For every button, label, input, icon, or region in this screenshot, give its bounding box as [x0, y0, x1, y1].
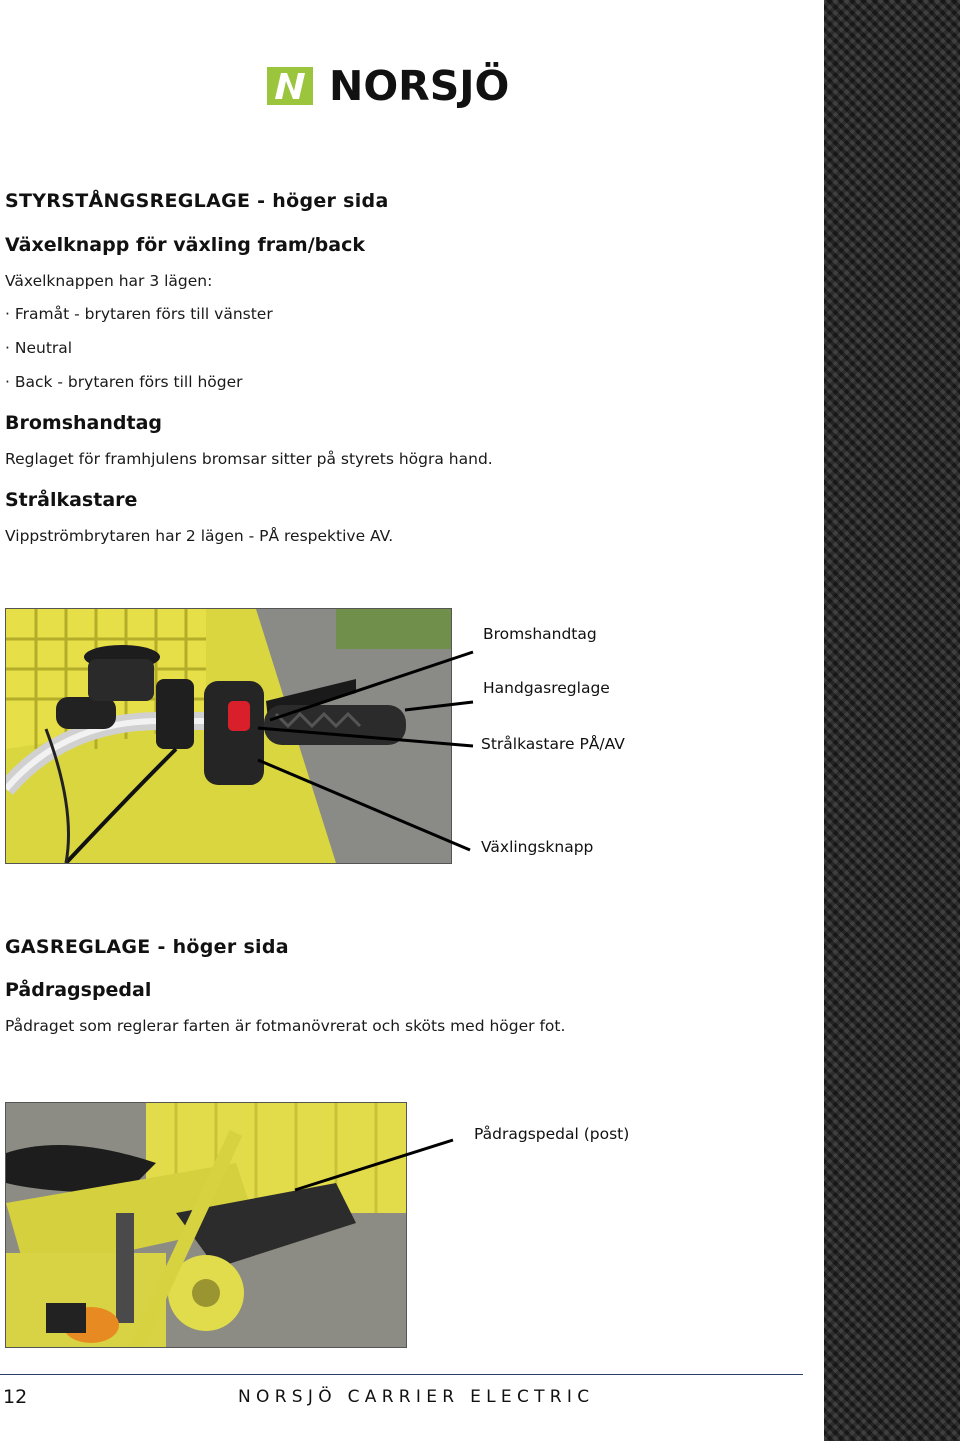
gear-intro: Växelknappen har 3 lägen:	[5, 272, 213, 290]
brand-name: NORSJÖ	[329, 62, 510, 110]
norsjo-logo-mark-icon	[267, 67, 313, 105]
page-number: 12	[3, 1386, 28, 1408]
list-item	[5, 305, 273, 323]
pedal-heading: Pådragspedal	[5, 979, 152, 1001]
list-item-text: Framåt - brytaren förs till vänster	[14, 305, 273, 323]
callout-line-pedal	[280, 1130, 470, 1200]
norsjo-logo	[267, 62, 510, 110]
footer-title: NORSJÖ CARRIER ELECTRIC	[238, 1387, 595, 1407]
brake-heading: Bromshandtag	[5, 412, 162, 434]
bullet-dot: ·	[5, 305, 15, 323]
callout-gear-switch: Växlingsknapp	[481, 838, 594, 856]
list-item-text: Neutral	[14, 339, 73, 357]
pedal-text: Pådraget som reglerar farten är fotmanövrerat och sköts med höger fot.	[5, 1017, 566, 1035]
section-title-handlebar: STYRSTÅNGSREGLAGE - höger sida	[5, 190, 389, 212]
callout-throttle: Handgasreglage	[483, 679, 610, 697]
bullet-dot: ·	[5, 373, 15, 391]
list-item-text: Back - brytaren förs till höger	[14, 373, 243, 391]
carbon-sidebar	[824, 0, 960, 1441]
section-title-throttle: GASREGLAGE - höger sida	[5, 936, 289, 958]
list-item	[5, 373, 243, 391]
light-text: Vippströmbrytaren har 2 lägen - PÅ respektive AV.	[5, 527, 394, 545]
brake-text: Reglaget för framhjulens bromsar sitter på styrets högra hand.	[5, 450, 493, 468]
callout-headlight-switch: Strålkastare PÅ/AV	[481, 735, 625, 753]
callout-pedal: Pådragspedal (post)	[474, 1125, 630, 1143]
footer-rule	[0, 1374, 803, 1375]
callout-lines-handlebar	[0, 600, 480, 860]
list-item	[5, 339, 72, 357]
bullet-dot: ·	[5, 339, 15, 357]
gear-heading: Växelknapp för växling fram/back	[5, 234, 365, 256]
light-heading: Strålkastare	[5, 489, 138, 511]
callout-brake-handle: Bromshandtag	[483, 625, 597, 643]
